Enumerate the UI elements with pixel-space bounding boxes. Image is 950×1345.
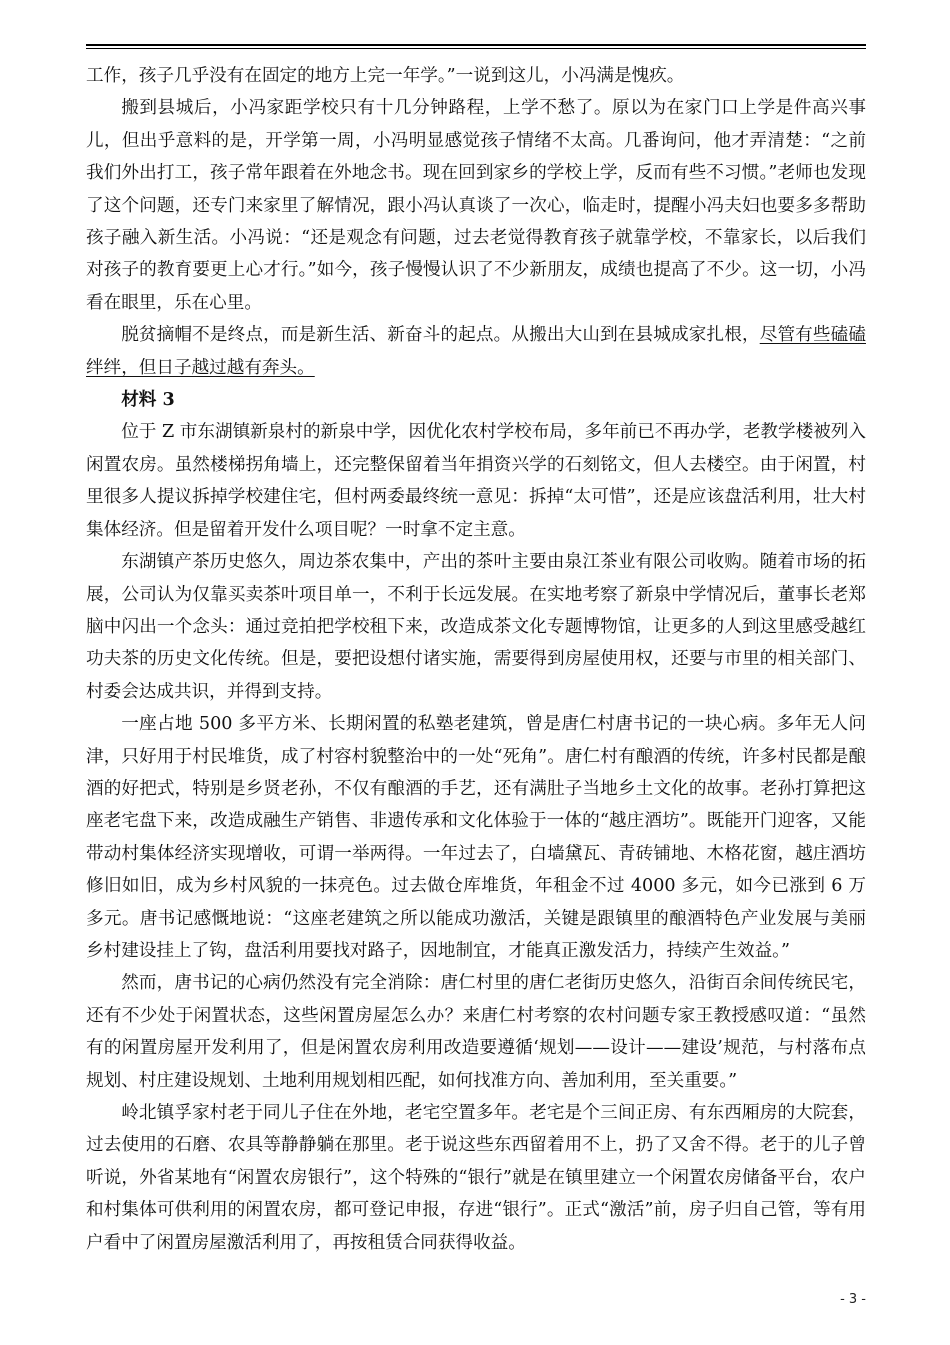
paragraph-yuezhuang-winery: 一座占地 500 多平方米、长期闲置的私塾老建筑，曾是唐仁村唐书记的一块心病。多年无人问津，只好用于村民堆货，成了村容村貌整治中的一处“死角”。唐仁村有酿酒的传统，许多村民都是酿酒的好把式，特别是乡贤老孙，不仅有酿酒的手艺，还有满肚子当地乡土文化的故事。老孙打算把这座老宅盘下来，改造成融生产销售、非遗传承和文化体验于一体的“越庄酒坊”。既能开门迎客，又能带动村集体经济实现增收，可谓一举两得。一年过去了，白墙黛瓦、青砖铺地、木格花窗，越庄酒坊修旧如旧，成为乡村风貌的一抹亮色。过去做仓库堆货，年租金不过 4000 多元，如今已涨到 6 万多元。唐书记感慨地说：“这座老建筑之所以能成功激活，关键是跟镇里的酿酒特色产业发展与美丽乡村建设挂上了钩，盘活利用要找对路子，因地制宜，才能真正激发活力，持续产生效益。”	[86, 714, 866, 961]
underlined-sentence: 尽管有些磕磕绊绊，但日子越过越有奔头。	[86, 325, 866, 378]
page-number: - 3 -	[840, 1292, 866, 1307]
header-rule-thick	[86, 44, 866, 46]
paragraph-idle-house-bank: 岭北镇孚家村老于同儿子住在外地，老宅空置多年。老宅是个三间正房、有东西厢房的大院套，过去使用的石磨、农具等静静躺在那里。老于说这些东西留着用不上，扔了又舍不得。老于的儿子曾听说，外省某地有“闲置农房银行”，这个特殊的“银行”就是在镇里建立一个闲置农房储备平台，农户和村集体可供利用的闲置农房，都可登记申报，存进“银行”。正式“激活”前，房子归自己管，等有用户看中了闲置房屋激活利用了，再按租赁合同获得收益。	[86, 1103, 866, 1253]
paragraph-moving-to-county: 搬到县城后，小冯家距学校只有十几分钟路程，上学不愁了。原以为在家门口上学是件高兴事儿，但出乎意料的是，开学第一周，小冯明显感觉孩子情绪不太高。几番询问，他才弄清楚：“之前我们外出打工，孩子常年跟着在外地念书。现在回到家乡的学校上学，反而有些不习惯。”老师也发现了这个问题，还专门来家里了解情况，跟小冯认真谈了一次心，临走时，提醒小冯夫妇也要多多帮助孩子融入新生活。小冯说：“还是观念有问题，过去老觉得教育孩子就靠学校，不靠家长，以后我们对孩子的教育要更上心才行。”如今，孩子慢慢认识了不少新朋友，成绩也提高了不少。这一切，小冯看在眼里，乐在心里。	[86, 98, 866, 313]
paragraph-poverty-relief	[86, 319, 866, 384]
paragraph-continuation: 工作，孩子几乎没有在固定的地方上完一年学。”一说到这儿，小冯满是愧疚。	[86, 66, 685, 86]
paragraph-donghu-tea: 东湖镇产茶历史悠久，周边茶农集中，产出的茶叶主要由泉江茶业有限公司收购。随着市场的拓展，公司认为仅靠买卖茶叶项目单一，不利于长远发展。在实地考察了新泉中学情况后，董事长老郑脑中闪出一个念头：通过竞拍把学校租下来，改造成茶文化专题博物馆，让更多的人到这里感受越红功夫茶的历史文化传统。但是，要把设想付诸实施，需要得到房屋使用权，还要与市里的相关部门、村委会达成共识，并得到支持。	[86, 552, 866, 702]
section-heading-material-3: 材料 3	[121, 389, 175, 411]
paragraph-poverty-relief-text: 脱贫摘帽不是终点，而是新生活、新奋斗的起点。从搬出大山到在县城成家扎根，	[121, 325, 760, 346]
document-body	[86, 60, 866, 1259]
paragraph-xinquan-school: 位于 Z 市东湖镇新泉村的新泉中学，因优化农村学校布局，多年前已不再办学，老教学楼被列入闲置农房。虽然楼梯拐角墙上，还完整保留着当年捐资兴学的石刻铭文，但人去楼空。由于闲置，村里很多人提议拆掉学校建住宅，但村两委最终统一意见：拆掉“太可惜”，还是应该盘活利用，壮大村集体经济。但是留着开发什么项目呢？一时拿不定主意。	[86, 422, 866, 540]
header-rule-thin	[86, 48, 866, 49]
paragraph-tangren-street: 然而，唐书记的心病仍然没有完全消除：唐仁村里的唐仁老街历史悠久，沿街百余间传统民宅，还有不少处于闲置状态，这些闲置房屋怎么办？来唐仁村考察的农村问题专家王教授感叹道：“虽然有的闲置房屋开发利用了，但是闲置农房利用改造要遵循‘规划——设计——建设’规范，与村落布点规划、村庄建设规划、土地利用规划相匹配，如何找准方向、善加利用，至关重要。”	[86, 973, 866, 1091]
